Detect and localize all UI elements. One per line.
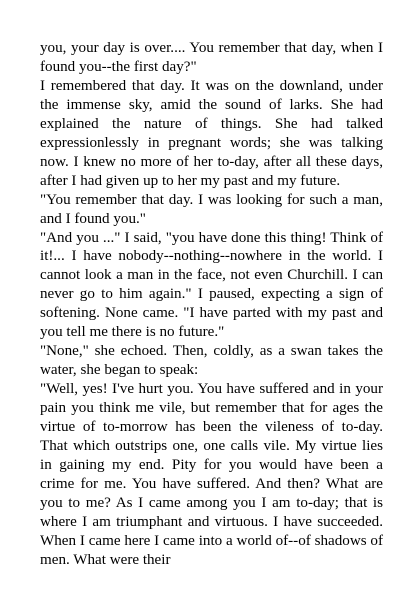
paragraph-2: I remembered that day. It was on the downland, under the immense sky, amid the sound of larks. She had explained the nature of things. She had talked expressionlessly in pregnant words; she was talking now. I knew no more of her to-day, after all these days, after I had given up to her my past and my future. <box>40 77 383 189</box>
paragraph-5: "None," she echoed. Then, coldly, as a swan takes the water, she began to speak: <box>40 343 383 379</box>
paragraph-4: "And you ..." I said, "you have done this thing! Think of it!... I have nobody--nothing--nowhere in the world. I cannot look a man in the face, not even Churchill. I can never go to him again." I paused, expecting a sign of softening. None came. "I have parted with my past and you tell me there is no future." <box>40 229 383 341</box>
paragraph-1: you, your day is over.... You remember that day, when I found you--the first day?" <box>40 40 383 75</box>
paragraph-6: "Well, yes! I've hurt you. You have suffered and in your pain you think me vile, but remember that for ages the virtue of to-morrow has been the vileness of to-day. That which outstrips one, one calls vile. My virtue lies in gaining my end. Pity for you would have been a crime for me. You have suffered. And then? What are you to me? As I came among you I am to-day; that is where I am triumphant and virtuous. I have succeeded. When I came here I came into a world of--of shadows of men. What were their <box>40 381 383 568</box>
page-body-text <box>40 39 383 570</box>
paragraph-3: "You remember that day. I was looking for such a man, and I found you." <box>40 191 383 227</box>
